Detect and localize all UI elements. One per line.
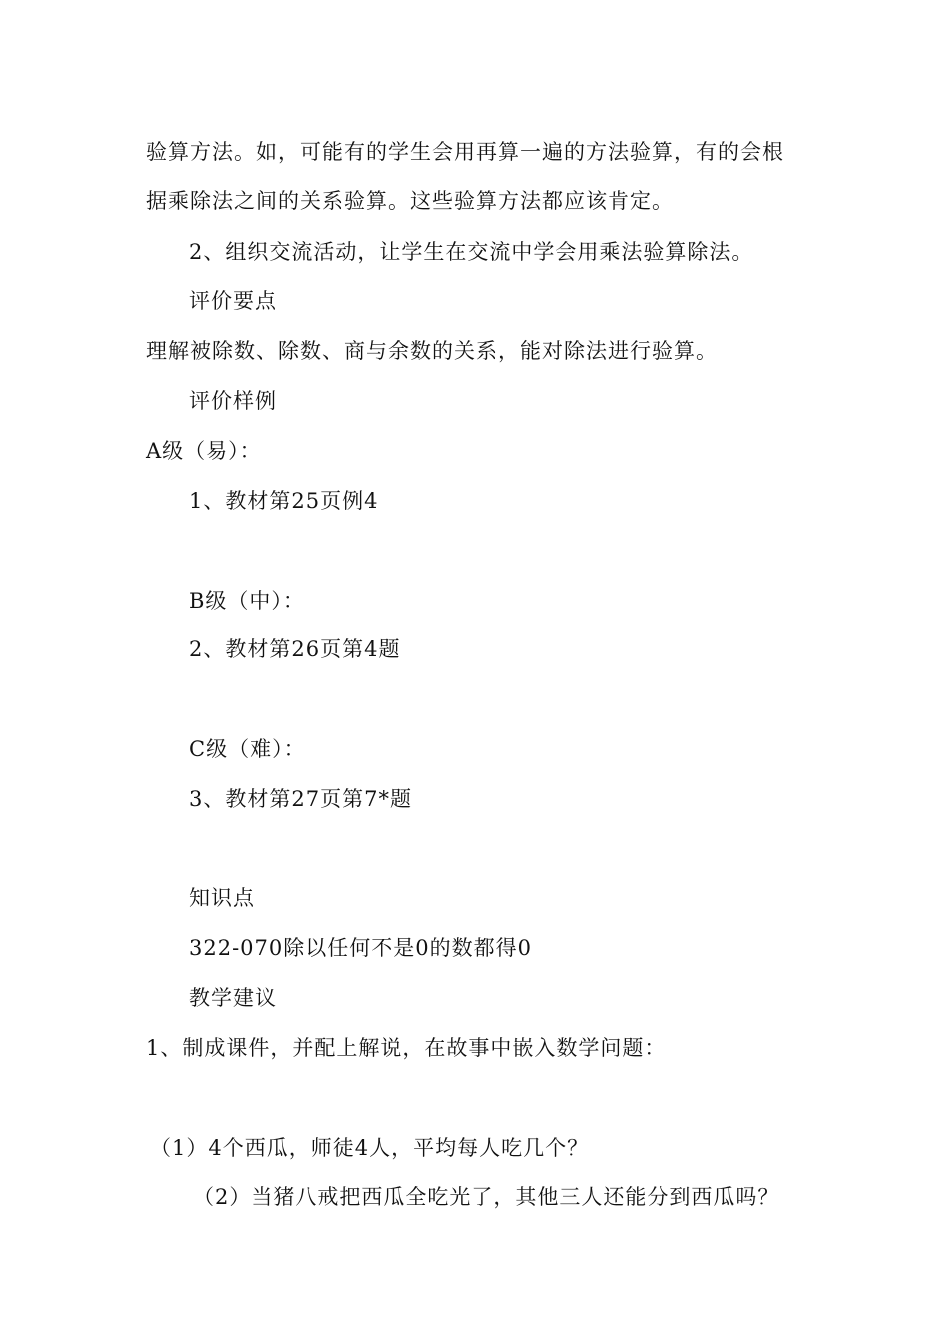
paragraph-multiplication-division-relation: 据乘除法之间的关系验算。这些验算方法都应该肯定。 [146, 189, 674, 213]
paragraph-verification-methods: 验算方法。如，可能有的学生会用再算一遍的方法验算，有的会根 [146, 140, 784, 164]
knowledge-point-text: 322-070除以任何不是0的数都得0 [189, 936, 532, 960]
paragraph-organize-exchange: 2、组织交流活动，让学生在交流中学会用乘法验算除法。 [189, 240, 754, 264]
suggestion-item-1: 1、制成课件，并配上解说，在故事中嵌入数学问题： [146, 1036, 667, 1060]
question-2: （2）当猪八戒把西瓜全吃光了，其他三人还能分到西瓜吗？ [193, 1185, 780, 1209]
heading-knowledge-point: 知识点 [189, 886, 255, 910]
level-b-label: B级（中）： [189, 589, 305, 613]
paragraph-understanding-relation: 理解被除数、除数、商与余数的关系，能对除法进行验算。 [146, 339, 718, 363]
heading-evaluation-examples: 评价样例 [189, 389, 277, 413]
level-a-label: A级（易）： [146, 439, 262, 463]
heading-evaluation-points: 评价要点 [189, 289, 277, 313]
level-a-item: 1、教材第25页例4 [189, 489, 379, 513]
level-c-item: 3、教材第27页第7*题 [189, 787, 412, 811]
level-c-label: C级（难）： [189, 737, 306, 761]
question-1: （1）4个西瓜，师徒4人，平均每人吃几个？ [150, 1136, 590, 1160]
heading-teaching-suggestions: 教学建议 [189, 986, 277, 1010]
level-b-item: 2、教材第26页第4题 [189, 637, 401, 661]
